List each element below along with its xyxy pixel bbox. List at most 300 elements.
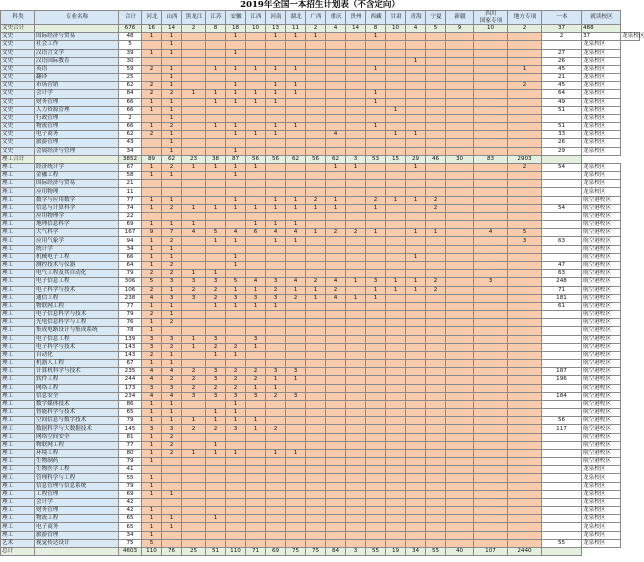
category-cell: 理工 <box>1 498 35 506</box>
value-cell: 2 <box>162 441 182 449</box>
value-cell <box>474 531 508 539</box>
value-cell: 30 <box>119 57 142 65</box>
value-cell <box>266 343 286 351</box>
value-cell: 4 <box>286 229 306 237</box>
value-cell <box>386 123 406 131</box>
table-row <box>1 523 640 531</box>
value-cell <box>346 33 366 41</box>
category-cell: 理工 <box>1 409 35 417</box>
value-cell <box>286 261 306 269</box>
value-cell: 9 <box>142 229 162 237</box>
value-cell <box>446 515 474 523</box>
major-cell: 统计学 <box>35 245 119 253</box>
value-cell <box>346 90 366 98</box>
value-cell <box>286 139 306 147</box>
campus-cell: 航空港校区 <box>582 343 621 351</box>
value-cell <box>206 433 226 441</box>
value-cell <box>326 33 346 41</box>
value-cell <box>386 65 406 73</box>
value-cell: 4 <box>474 229 508 237</box>
value-cell <box>306 302 326 310</box>
value-cell: 1 <box>182 221 206 229</box>
column-header: 广西 <box>306 11 326 25</box>
value-cell <box>246 539 266 547</box>
value-cell <box>326 335 346 343</box>
value-cell <box>508 498 542 506</box>
value-cell: 56 <box>542 417 582 425</box>
value-cell <box>286 74 306 82</box>
value-cell <box>326 474 346 482</box>
major-cell: 经济统计学 <box>35 163 119 171</box>
table-row <box>1 188 640 196</box>
value-cell <box>306 123 326 131</box>
value-cell <box>346 507 366 515</box>
value-cell: 1 <box>226 302 246 310</box>
value-cell <box>226 221 246 229</box>
value-cell: 2 <box>246 368 266 376</box>
value-cell <box>542 221 582 229</box>
value-cell: 13 <box>266 25 286 33</box>
value-cell: 3 <box>508 237 542 245</box>
value-cell <box>182 33 206 41</box>
value-cell <box>246 498 266 506</box>
value-cell <box>386 539 406 547</box>
value-cell <box>446 360 474 368</box>
campus-cell: 航空港校区 <box>582 294 621 302</box>
value-cell <box>142 498 162 506</box>
value-cell <box>426 327 446 335</box>
value-cell <box>226 57 246 65</box>
value-cell <box>306 466 326 474</box>
value-cell <box>474 458 508 466</box>
value-cell <box>386 261 406 269</box>
value-cell <box>446 253 474 261</box>
value-cell: 1 <box>182 417 206 425</box>
value-cell <box>386 384 406 392</box>
value-cell <box>306 425 326 433</box>
value-cell <box>446 196 474 204</box>
value-cell: 1 <box>266 302 286 310</box>
value-cell: 1 <box>162 523 182 531</box>
value-cell: 49 <box>542 98 582 106</box>
value-cell: 1 <box>142 531 162 539</box>
campus-cell: 龙泉校区 <box>582 114 621 122</box>
column-header: 山西 <box>162 11 182 25</box>
value-cell <box>426 441 446 449</box>
value-cell: 1 <box>162 409 182 417</box>
value-cell <box>286 531 306 539</box>
value-cell <box>406 425 426 433</box>
major-cell: 会计学 <box>35 90 119 98</box>
value-cell <box>246 253 266 261</box>
value-cell: 1 <box>206 409 226 417</box>
value-cell <box>306 490 326 498</box>
value-cell <box>306 237 326 245</box>
campus-cell: 龙泉校区 <box>582 482 621 490</box>
value-cell: 1 <box>206 270 226 278</box>
value-cell <box>542 351 582 359</box>
value-cell <box>346 458 366 466</box>
value-cell: 56 <box>266 155 286 163</box>
campus-cell: 航空港校区 <box>582 360 621 368</box>
value-cell <box>326 351 346 359</box>
value-cell <box>406 531 426 539</box>
value-cell <box>474 139 508 147</box>
value-cell <box>406 466 426 474</box>
value-cell: 1 <box>226 286 246 294</box>
value-cell <box>182 466 206 474</box>
value-cell: 1 <box>266 221 286 229</box>
value-cell <box>426 212 446 220</box>
value-cell: 1 <box>346 278 366 286</box>
value-cell: 1 <box>426 229 446 237</box>
category-cell: 理工 <box>1 515 35 523</box>
table-row <box>1 221 640 229</box>
value-cell <box>446 212 474 220</box>
value-cell: 1 <box>406 229 426 237</box>
value-cell <box>206 212 226 220</box>
value-cell <box>406 490 426 498</box>
value-cell: 2 <box>366 196 386 204</box>
campus-cell: 航空港校区 <box>582 278 621 286</box>
value-cell: 1 <box>226 449 246 457</box>
plan-table <box>0 10 644 556</box>
value-cell <box>508 335 542 343</box>
value-cell <box>474 466 508 474</box>
table-row <box>1 327 640 335</box>
value-cell <box>508 172 542 180</box>
value-cell: 1 <box>306 286 326 294</box>
value-cell: 235 <box>119 368 142 376</box>
value-cell: 1 <box>366 33 386 41</box>
value-cell <box>474 253 508 261</box>
value-cell <box>346 302 366 310</box>
value-cell <box>366 474 386 482</box>
value-cell: 1 <box>266 98 286 106</box>
value-cell: 3 <box>142 425 162 433</box>
value-cell: 87 <box>226 155 246 163</box>
major-cell: 旅游管理 <box>35 139 119 147</box>
table-row <box>1 65 640 73</box>
value-cell <box>406 515 426 523</box>
value-cell <box>346 335 366 343</box>
value-cell: 1 <box>206 98 226 106</box>
value-cell <box>326 49 346 57</box>
value-cell <box>142 212 162 220</box>
value-cell: 1 <box>142 449 162 457</box>
value-cell <box>162 531 182 539</box>
value-cell <box>508 114 542 122</box>
value-cell: 3 <box>286 368 306 376</box>
value-cell: 1 <box>142 123 162 131</box>
value-cell: 78 <box>119 327 142 335</box>
value-cell <box>326 376 346 384</box>
value-cell <box>474 163 508 171</box>
table-row <box>1 98 640 106</box>
value-cell <box>406 376 426 384</box>
value-cell: 1 <box>206 449 226 457</box>
value-cell <box>226 180 246 188</box>
value-cell: 1 <box>286 90 306 98</box>
value-cell <box>306 49 326 57</box>
column-header: 江西 <box>246 11 266 25</box>
value-cell <box>246 123 266 131</box>
category-cell: 理工 <box>1 466 35 474</box>
value-cell <box>366 458 386 466</box>
value-cell: 33 <box>542 131 582 139</box>
value-cell <box>446 392 474 400</box>
value-cell <box>508 409 542 417</box>
value-cell: 61 <box>542 302 582 310</box>
value-cell: 1 <box>226 417 246 425</box>
value-cell <box>474 474 508 482</box>
value-cell <box>426 490 446 498</box>
campus-cell: 龙泉校区 <box>582 466 621 474</box>
campus-cell: 航空港校区 <box>582 417 621 425</box>
major-cell: 视觉传达设计 <box>35 539 119 547</box>
value-cell <box>366 302 386 310</box>
value-cell <box>226 311 246 319</box>
value-cell <box>446 106 474 114</box>
value-cell <box>162 466 182 474</box>
table-row <box>1 343 640 351</box>
value-cell <box>446 531 474 539</box>
value-cell <box>508 41 542 49</box>
value-cell <box>246 147 266 155</box>
value-cell <box>508 212 542 220</box>
value-cell <box>366 327 386 335</box>
value-cell <box>474 498 508 506</box>
value-cell: 2 <box>426 286 446 294</box>
campus-cell: 航空港校区 <box>582 245 621 253</box>
value-cell <box>508 123 542 131</box>
value-cell <box>142 139 162 147</box>
category-cell: 理工 <box>1 172 35 180</box>
value-cell: 63 <box>542 237 582 245</box>
major-cell: 集成电路设计与集成系统 <box>35 327 119 335</box>
value-cell: 1 <box>246 204 266 212</box>
value-cell: 1 <box>246 65 266 73</box>
value-cell: 2 <box>162 90 182 98</box>
value-cell <box>508 196 542 204</box>
value-cell: 3 <box>226 425 246 433</box>
value-cell: 1 <box>162 311 182 319</box>
value-cell <box>406 498 426 506</box>
category-cell: 理工 <box>1 221 35 229</box>
value-cell <box>386 490 406 498</box>
value-cell: 1 <box>306 204 326 212</box>
value-cell <box>542 409 582 417</box>
value-cell: 1 <box>386 196 406 204</box>
value-cell: 1 <box>162 417 182 425</box>
value-cell <box>142 466 162 474</box>
column-header: 河北 <box>142 11 162 25</box>
value-cell: 30 <box>446 155 474 163</box>
value-cell <box>326 490 346 498</box>
value-cell: 69 <box>119 490 142 498</box>
value-cell: 42 <box>119 507 142 515</box>
value-cell <box>306 221 326 229</box>
value-cell <box>326 188 346 196</box>
value-cell <box>426 319 446 327</box>
value-cell <box>542 343 582 351</box>
category-cell: 文史合计 <box>1 25 35 33</box>
value-cell: 1 <box>162 515 182 523</box>
value-cell: 1 <box>266 90 286 98</box>
value-cell <box>206 41 226 49</box>
value-cell <box>508 278 542 286</box>
value-cell <box>474 172 508 180</box>
table-row <box>1 466 640 474</box>
value-cell <box>182 498 206 506</box>
category-cell: 理工 <box>1 343 35 351</box>
value-cell <box>406 319 426 327</box>
value-cell <box>286 188 306 196</box>
value-cell <box>182 131 206 139</box>
value-cell <box>306 180 326 188</box>
value-cell: 1 <box>406 278 426 286</box>
value-cell: 2 <box>142 311 162 319</box>
value-cell: 1 <box>142 237 162 245</box>
value-cell: 83 <box>474 155 508 163</box>
value-cell: 1 <box>406 196 426 204</box>
value-cell <box>246 490 266 498</box>
value-cell <box>406 65 426 73</box>
value-cell: 1 <box>246 221 266 229</box>
value-cell <box>386 449 406 457</box>
category-cell: 文史 <box>1 131 35 139</box>
value-cell: 1 <box>142 433 162 441</box>
value-cell <box>326 384 346 392</box>
category-cell: 理工 <box>1 351 35 359</box>
value-cell <box>162 482 182 490</box>
value-cell: 37 <box>542 25 582 33</box>
category-cell: 理工 <box>1 441 35 449</box>
value-cell: 1 <box>226 131 246 139</box>
value-cell <box>286 498 306 506</box>
value-cell <box>142 114 162 122</box>
value-cell <box>182 41 206 49</box>
value-cell <box>474 261 508 269</box>
value-cell: 248 <box>542 278 582 286</box>
column-header: 江苏 <box>206 11 226 25</box>
value-cell <box>426 343 446 351</box>
value-cell: 1 <box>142 172 162 180</box>
major-cell: 机械电子工程 <box>35 253 119 261</box>
column-header: 科类 <box>1 11 35 25</box>
value-cell <box>306 360 326 368</box>
value-cell <box>508 417 542 425</box>
value-cell <box>266 319 286 327</box>
value-cell <box>508 90 542 98</box>
value-cell <box>286 360 306 368</box>
value-cell <box>326 139 346 147</box>
table-row <box>1 139 640 147</box>
value-cell <box>326 311 346 319</box>
value-cell <box>326 327 346 335</box>
value-cell <box>386 270 406 278</box>
value-cell <box>386 474 406 482</box>
value-cell <box>386 515 406 523</box>
value-cell: 65 <box>119 409 142 417</box>
value-cell: 3 <box>206 335 226 343</box>
value-cell: 2 <box>266 392 286 400</box>
value-cell <box>474 490 508 498</box>
value-cell <box>508 360 542 368</box>
value-cell <box>446 294 474 302</box>
value-cell <box>446 49 474 57</box>
value-cell <box>542 523 582 531</box>
value-cell: 34 <box>406 548 426 556</box>
value-cell <box>246 449 266 457</box>
value-cell <box>508 49 542 57</box>
value-cell: 41 <box>119 466 142 474</box>
value-cell <box>542 212 582 220</box>
value-cell <box>246 523 266 531</box>
value-cell: 4 <box>162 392 182 400</box>
value-cell <box>542 319 582 327</box>
value-cell <box>446 90 474 98</box>
major-cell: 电子信息工程 <box>35 335 119 343</box>
major-cell: 智能科学与技术 <box>35 409 119 417</box>
value-cell <box>246 400 266 408</box>
campus-cell: 航空港校区 <box>582 441 621 449</box>
value-cell <box>474 294 508 302</box>
table-row <box>1 74 640 82</box>
value-cell: 23 <box>182 155 206 163</box>
value-cell <box>182 57 206 65</box>
value-cell: 55 <box>366 548 386 556</box>
table-row <box>1 433 640 441</box>
campus-cell: 航空港校区 <box>582 433 621 441</box>
campus-cell: 龙泉校区 <box>582 531 621 539</box>
value-cell <box>206 474 226 482</box>
major-cell: 大气科学 <box>35 229 119 237</box>
value-cell <box>142 180 162 188</box>
value-cell <box>346 368 366 376</box>
value-cell <box>286 106 306 114</box>
value-cell <box>386 229 406 237</box>
value-cell: 1 <box>142 474 162 482</box>
value-cell: 1 <box>246 425 266 433</box>
value-cell: 1 <box>182 335 206 343</box>
value-cell <box>426 458 446 466</box>
value-cell <box>306 261 326 269</box>
value-cell <box>474 49 508 57</box>
value-cell <box>508 74 542 82</box>
value-cell <box>446 433 474 441</box>
value-cell <box>406 368 426 376</box>
value-cell: 55 <box>426 548 446 556</box>
value-cell: 4 <box>406 25 426 33</box>
value-cell: 75 <box>286 548 306 556</box>
value-cell: 1 <box>366 65 386 73</box>
value-cell: 3 <box>226 392 246 400</box>
value-cell: 110 <box>142 548 162 556</box>
value-cell <box>226 539 246 547</box>
sheet-title: 2019年全国一本招生计划表（不含定向） <box>240 0 400 10</box>
value-cell <box>326 539 346 547</box>
value-cell <box>246 245 266 253</box>
table-row <box>1 539 640 547</box>
value-cell <box>446 335 474 343</box>
value-cell <box>246 531 266 539</box>
campus-cell: 龙泉校区 <box>582 90 621 98</box>
value-cell: 1 <box>226 147 246 155</box>
major-cell <box>35 548 119 556</box>
category-cell: 理工 <box>1 204 35 212</box>
value-cell <box>346 343 366 351</box>
